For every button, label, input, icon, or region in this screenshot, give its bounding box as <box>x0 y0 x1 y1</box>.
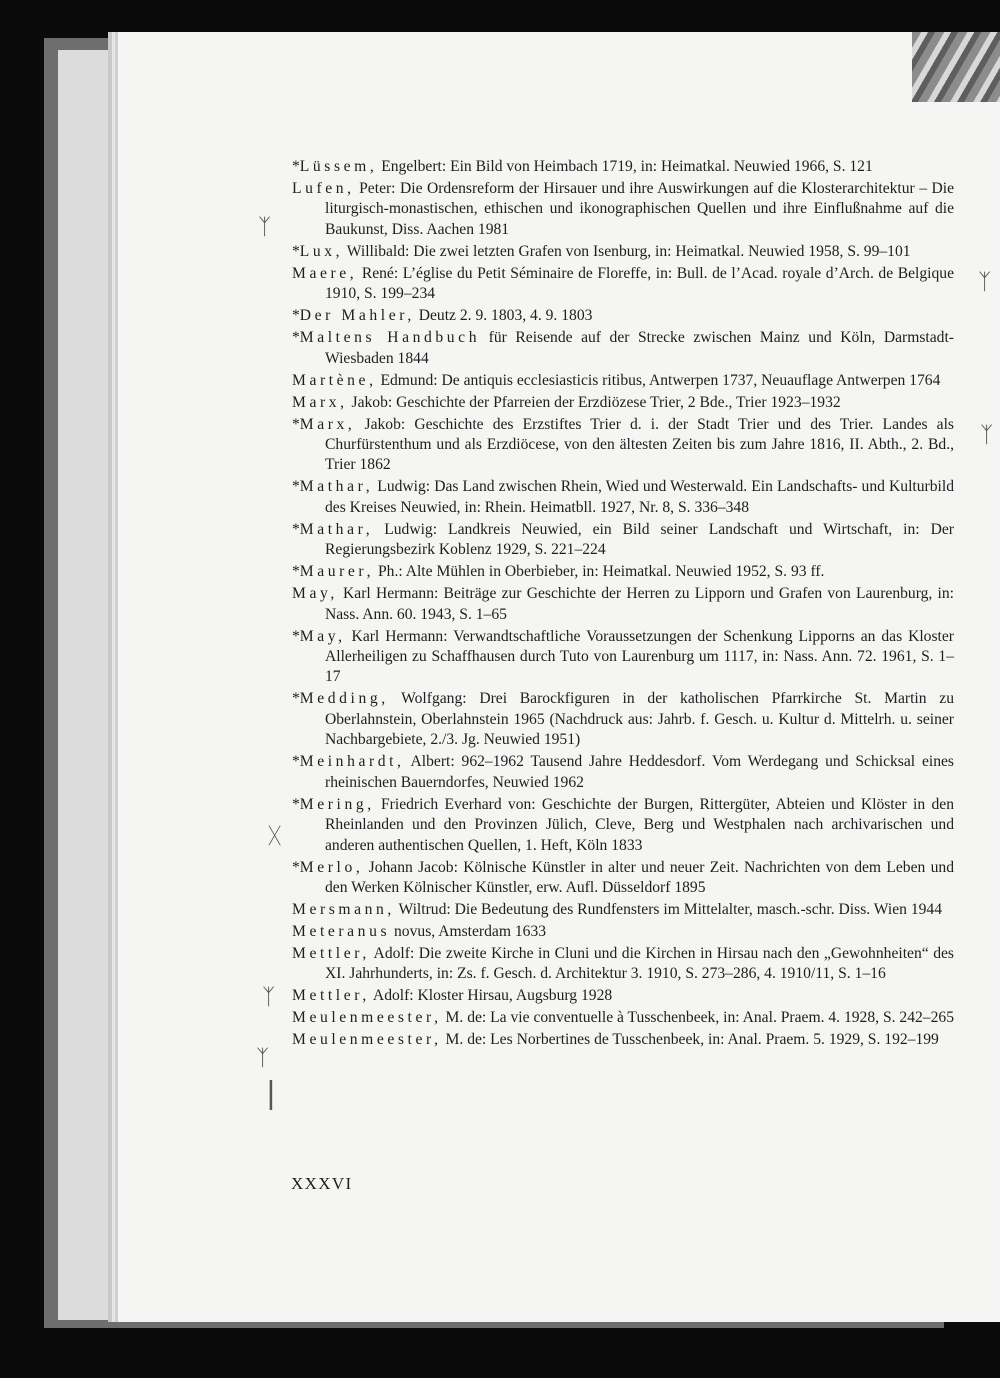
entry-author: Lufen, <box>292 180 355 197</box>
entry-author: Marx, <box>299 415 356 433</box>
entry-text: Karl Hermann: Verwandtschaftliche Voraussetzungen der Schenkung Lipporns an das Kloster Allerheiligen zu Schaffhausen durch Tuto von Laurenburg um 1117, in: Nass. Ann. 72. 1961, S. 1–17 <box>325 627 954 686</box>
bibliography-entry <box>292 328 954 369</box>
entry-author: Lüssem, <box>299 158 378 175</box>
entry-text: Johann Jacob: Kölnische Künstler in alter und neuer Zeit. Nachrichten von dem Leben und den Werken Kölnischer Künstler, erw. Aufl. Düsseldorf 1895 <box>325 858 954 896</box>
pencil-tick-mark: ᛉ <box>258 215 272 240</box>
bibliography-entry <box>292 944 954 985</box>
entry-author: Meulenmeester, <box>292 1009 442 1027</box>
entry-star-marker: * <box>292 627 300 645</box>
entry-star-marker: * <box>292 478 300 496</box>
entry-author: Lux, <box>299 242 344 260</box>
entry-text: Adolf: Kloster Hirsau, Augsburg 1928 <box>369 987 613 1005</box>
bibliography-entry <box>292 264 954 305</box>
pencil-line-mark: ⎸ <box>270 1077 300 1112</box>
entry-star-marker: * <box>292 329 300 347</box>
entry-text: René: L’église du Petit Séminaire de Floreffe, in: Bull. de l’Acad. royale d’Arch. de Belgique 1910, S. 199–234 <box>325 264 954 303</box>
bibliography-entry <box>292 179 954 240</box>
bibliography-entry <box>292 393 954 413</box>
entry-text: Adolf: Die zweite Kirche in Cluni und die Kirchen in Hirsau nach den „Gewohnheiten“ des XI. Jahrhunderts, in: Zs. f. Gesch. d. Architektur 3. 1910, S. 273–286, 4. 1910/11, S. 1–16 <box>325 944 954 983</box>
pencil-tick-mark: ᛉ <box>262 985 276 1010</box>
entry-text: Peter: Die Ordensreform der Hirsauer und ihre Auswirkungen auf die Klosterarchitektur – Die liturgisch-monastischen, ethischen und ikonographischen Quellen und ihre Einflußnahme auf die Baukunst, Diss. Aachen 1981 <box>325 180 954 238</box>
bibliography-entry <box>292 157 954 177</box>
entry-star-marker: * <box>292 858 300 876</box>
entry-star-marker: * <box>292 563 300 581</box>
pencil-tick-mark: ᚷ <box>268 824 282 849</box>
bibliography-entry <box>292 858 954 899</box>
bibliography-entry <box>292 415 954 476</box>
page-number: XXXVI <box>291 1174 353 1193</box>
bibliography-entry <box>292 306 954 326</box>
bibliography-entry <box>292 1030 954 1050</box>
entry-author: Meulenmeester, <box>292 1031 442 1049</box>
entry-text: Albert: 962–1962 Tausend Jahre Heddesdorf. Vom Werdegang und Schicksal eines rheinischen Bauerndorfes, Neuwied 1962 <box>325 753 954 791</box>
entry-author: May, <box>292 585 338 603</box>
entry-author: Mathar, <box>299 478 374 496</box>
bibliography-entry <box>292 1008 954 1028</box>
entry-star-marker: * <box>292 795 300 813</box>
entry-text: M. de: La vie conventuelle à Tusschenbeek, in: Anal. Praem. 4. 1928, S. 242–265 <box>441 1009 954 1027</box>
entry-text: Willibald: Die zwei letzten Grafen von Isenburg, in: Heimatkal. Neuwied 1958, S. 99–101 <box>343 242 911 260</box>
bibliography-entry <box>292 900 954 920</box>
entry-author: May, <box>299 627 346 645</box>
entry-author: Meinhardt, <box>299 753 405 771</box>
bibliography-entry <box>292 371 954 391</box>
entry-author: Der Mahler, <box>299 307 415 325</box>
pencil-tick-mark: ᛉ <box>980 423 994 448</box>
entry-text: Friedrich Everhard von: Geschichte der Burgen, Rittergüter, Abteien und Klöster in den Rheinlanden und den Provinzen Jülich, Cleve, Berg und Westphalen nach archivarischen und anderen authentischen Quellen, 1. Heft, Köln 1833 <box>325 795 954 854</box>
entry-star-marker: * <box>292 415 300 433</box>
entry-star-marker: * <box>292 307 300 325</box>
entry-author: Maurer, <box>299 563 375 581</box>
bibliography-entry <box>292 584 954 625</box>
entry-author: Mettler, <box>292 987 370 1005</box>
entry-author: Maere, <box>292 264 358 282</box>
entry-text: Edmund: De antiquis ecclesiasticis ritibus, Antwerpen 1737, Neuauflage Antwerpen 1764 <box>376 371 941 389</box>
entry-star-marker: * <box>292 690 300 708</box>
entry-text: Karl Hermann: Beiträge zur Geschichte der Herren zu Lipporn und Grafen von Laurenburg, in: Nass. Ann. 60. 1943, S. 1–65 <box>325 585 954 623</box>
entry-text: Deutz 2. 9. 1803, 4. 9. 1803 <box>414 307 593 325</box>
entry-text: Ludwig: Das Land zwischen Rhein, Wied und Westerwald. Ein Landschafts- und Kulturbild des Kreises Neuwied, in: Rhein. Heimatbll. 1927, Nr. 8, S. 336–348 <box>325 478 954 516</box>
bookmark-ribbon <box>912 32 1000 102</box>
entry-text: Engelbert: Ein Bild von Heimbach 1719, in: Heimatkal. Neuwied 1966, S. 121 <box>377 158 873 175</box>
entry-text: novus, Amsterdam 1633 <box>390 922 547 940</box>
entry-author: Mering, <box>299 795 375 813</box>
bibliography-entry <box>292 752 954 793</box>
entry-text: M. de: Les Norbertines de Tusschenbeek, in: Anal. Praem. 5. 1929, S. 192–199 <box>441 1031 939 1049</box>
pencil-tick-mark: ᛉ <box>256 1046 270 1071</box>
bibliography-entry <box>292 922 954 942</box>
entry-text: Wiltrud: Die Bedeutung des Rundfensters im Mittelalter, masch.-schr. Diss. Wien 1944 <box>394 900 943 918</box>
entry-author: Marx, <box>292 393 348 411</box>
entry-author: Mathar, <box>299 520 374 538</box>
entry-text: Ph.: Alte Mühlen in Oberbieber, in: Heimatkal. Neuwied 1952, S. 93 ff. <box>374 563 825 581</box>
bibliography-entry <box>292 986 954 1006</box>
bibliography-entry <box>292 795 954 856</box>
entry-text: Ludwig: Landkreis Neuwied, ein Bild seiner Landschaft und Wirtschaft, in: Der Regierungsbezirk Koblenz 1929, S. 221–224 <box>325 520 954 559</box>
entry-author: Meteranus <box>292 922 391 940</box>
entry-star-marker: * <box>292 242 300 260</box>
entry-star-marker: * <box>292 753 300 771</box>
entry-text: Wolfgang: Drei Barockfiguren in der katholischen Pfarrkirche St. Martin zu Oberlahnstein, Oberlahnstein 1965 (Nachdruck aus: Jahrb. f. Gesch. u. Kultur d. Mittelrh. u. seiner Nachbargebiete, 2./3. Jg. Neuwied 1951) <box>325 690 954 749</box>
entry-author: Martène, <box>292 371 377 389</box>
entry-author: Medding, <box>299 690 389 708</box>
entry-text: für Reisende auf der Strecke zwischen Mainz und Köln, Darmstadt-Wiesbaden 1844 <box>325 329 955 367</box>
bibliography-entry <box>292 477 954 518</box>
bibliography-entry <box>292 627 954 688</box>
pencil-tick-mark: ᛉ <box>978 270 992 295</box>
entry-author: Mettler, <box>292 944 370 962</box>
entry-star-marker: * <box>292 158 300 175</box>
entry-author: Merlo, <box>299 858 364 876</box>
entry-star-marker: * <box>292 520 300 538</box>
entry-text: Jakob: Geschichte der Pfarreien der Erzdiözese Trier, 2 Bde., Trier 1923–1932 <box>347 393 841 411</box>
bibliography-entry <box>292 520 954 561</box>
bibliography-entry <box>292 242 954 262</box>
entry-text: Jakob: Geschichte des Erzstiftes Trier d. i. der Stadt Trier und des Trier. Landes als Churfürstenthum und als Erzdiöcese, von den ältesten Zeiten bis zum Jahre 1816, II. Abth., 2. Bd., Trier 1862 <box>325 415 954 474</box>
bibliography-entry <box>292 562 954 582</box>
entry-author: Mersmann, <box>292 900 395 918</box>
entry-author: Maltens Handbuch <box>299 329 481 347</box>
bibliography-list <box>292 157 954 1052</box>
bibliography-entry <box>292 689 954 750</box>
